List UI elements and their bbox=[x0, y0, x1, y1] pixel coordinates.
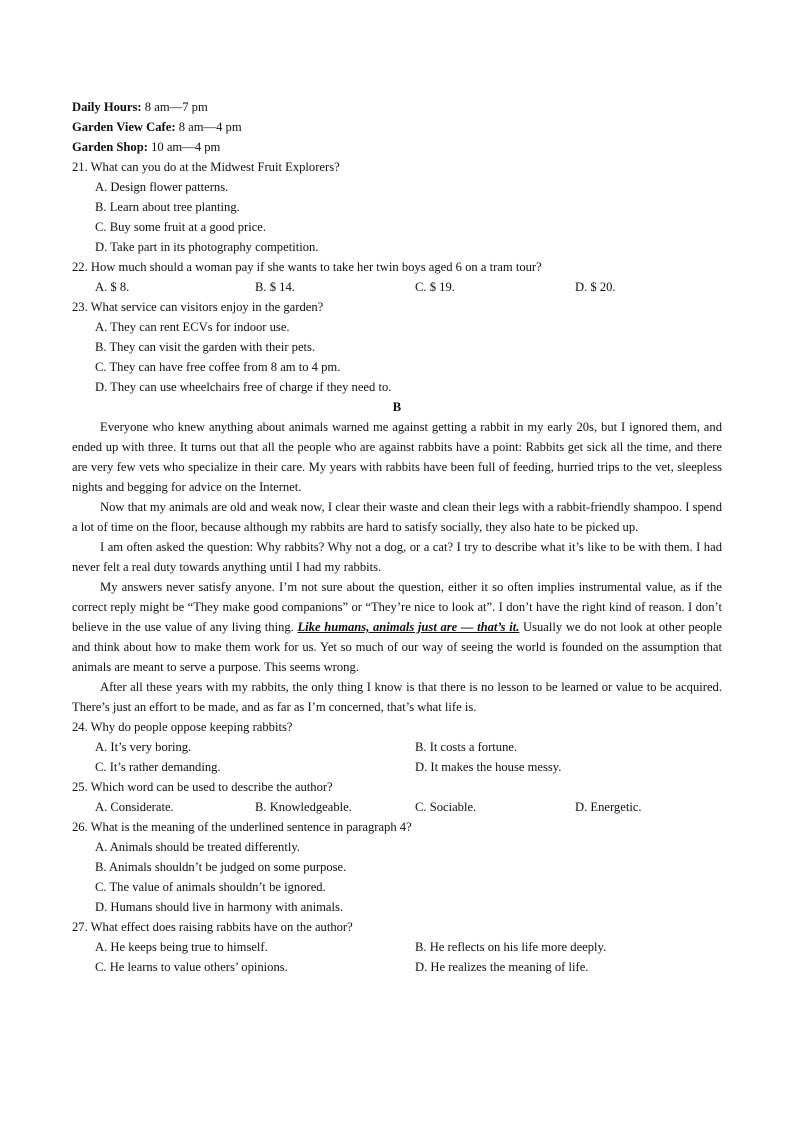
option: A. They can rent ECVs for indoor use. bbox=[95, 320, 290, 334]
paragraph-1: Everyone who knew anything about animals warned me against getting a rabbit in my early 20s, but I ignored them, and ended up with three. It turns out that all the people who are against rabbits have a point: Rabbits get sick all the time, and there are very few vets who specialize in their care. My years with rabbits have been full of feeding, hurried trips to the vet, sleepless nights and begging for advice on the Internet. bbox=[72, 420, 722, 494]
paragraph-3: I am often asked the question: Why rabbits? Why not a dog, or a cat? I try to describe what it’s like to be with them. I had never felt a real duty towards anything until I had my rabbits. bbox=[72, 540, 722, 574]
value: 10 am—4 pm bbox=[151, 140, 221, 154]
cafe-hours bbox=[72, 117, 722, 137]
underlined-sentence: Like humans, animals just are — that’s it. bbox=[297, 620, 520, 634]
option: A. $ 8. bbox=[95, 280, 130, 294]
question-25: 25. Which word can be used to describe the author? bbox=[72, 780, 333, 794]
daily-hours bbox=[72, 97, 722, 117]
option: D. $ 20. bbox=[575, 280, 616, 294]
exam-page bbox=[72, 97, 722, 977]
paragraph-4 bbox=[72, 577, 722, 677]
option: B. Learn about tree planting. bbox=[95, 200, 240, 214]
paragraph-2: Now that my animals are old and weak now, I clear their waste and clean their legs with a rabbit-friendly shampoo. I spend a lot of time on the floor, because although my rabbits are hard to satisfy socially, they also hate to be picked up. bbox=[72, 500, 722, 534]
shop-hours bbox=[72, 137, 722, 157]
option: C. He learns to value others’ opinions. bbox=[95, 960, 288, 974]
option: C. It’s rather demanding. bbox=[95, 760, 221, 774]
option: A. It’s very boring. bbox=[95, 740, 192, 754]
option: D. Humans should live in harmony with animals. bbox=[95, 900, 344, 914]
question-21: 21. What can you do at the Midwest Fruit Explorers? bbox=[72, 160, 340, 174]
option: D. It makes the house messy. bbox=[415, 760, 562, 774]
question-22: 22. How much should a woman pay if she wants to take her twin boys aged 6 on a tram tour? bbox=[72, 260, 542, 274]
option: B. $ 14. bbox=[255, 280, 295, 294]
paragraph-5: After all these years with my rabbits, the only thing I know is that there is no lesson to be learned or value to be acquired. There’s just an effort to be made, and as far as I’m concerned, that’s what life is. bbox=[72, 680, 722, 714]
section-heading: B bbox=[392, 400, 402, 414]
text: Usually we do not look at other people and think about how to make them work for us. Yet so much of our way of seeing the world is founded on the assumption that animals are meant to serve a purpose. This seems wrong. bbox=[72, 620, 722, 674]
value: 8 am—4 pm bbox=[178, 120, 242, 134]
question-26: 26. What is the meaning of the underlined sentence in paragraph 4? bbox=[72, 820, 412, 834]
option: B. Animals shouldn’t be judged on some purpose. bbox=[95, 860, 347, 874]
option: C. Buy some fruit at a good price. bbox=[95, 220, 267, 234]
options-27b bbox=[72, 957, 722, 977]
options-27a bbox=[72, 937, 722, 957]
options-24a bbox=[72, 737, 722, 757]
option: D. Energetic. bbox=[575, 800, 642, 814]
option: B. He reflects on his life more deeply. bbox=[415, 940, 607, 954]
option: D. He realizes the meaning of life. bbox=[415, 960, 589, 974]
options-22 bbox=[72, 277, 722, 297]
option: D. They can use wheelchairs free of charge if they need to. bbox=[95, 380, 392, 394]
option: C. The value of animals shouldn’t be ignored. bbox=[95, 880, 326, 894]
option: C. They can have free coffee from 8 am to 4 pm. bbox=[95, 360, 341, 374]
options-24b bbox=[72, 757, 722, 777]
option: C. Sociable. bbox=[415, 800, 477, 814]
text: My answers never satisfy anyone. I’m not sure about the question, either it so often implies instrumental value, as if the correct reply might be “They make good companions” or “They’re nice to look at”. I don’t have the right kind of reason. I don’t believe in the use value of any living thing. bbox=[72, 580, 722, 634]
option: D. Take part in its photography competition. bbox=[95, 240, 319, 254]
option: B. Knowledgeable. bbox=[255, 800, 352, 814]
question-23: 23. What service can visitors enjoy in the garden? bbox=[72, 300, 324, 314]
label: Garden View Cafe: bbox=[72, 120, 176, 134]
question-24: 24. Why do people oppose keeping rabbits? bbox=[72, 720, 293, 734]
option: B. They can visit the garden with their pets. bbox=[95, 340, 316, 354]
option: B. It costs a fortune. bbox=[415, 740, 518, 754]
value: 8 am—7 pm bbox=[144, 100, 208, 114]
option: A. Animals should be treated differently. bbox=[95, 840, 300, 854]
options-25 bbox=[72, 797, 722, 817]
option: C. $ 19. bbox=[415, 280, 455, 294]
option: A. Design flower patterns. bbox=[95, 180, 229, 194]
label: Daily Hours: bbox=[72, 100, 142, 114]
question-27: 27. What effect does raising rabbits have on the author? bbox=[72, 920, 353, 934]
label: Garden Shop: bbox=[72, 140, 148, 154]
option: A. Considerate. bbox=[95, 800, 174, 814]
option: A. He keeps being true to himself. bbox=[95, 940, 268, 954]
